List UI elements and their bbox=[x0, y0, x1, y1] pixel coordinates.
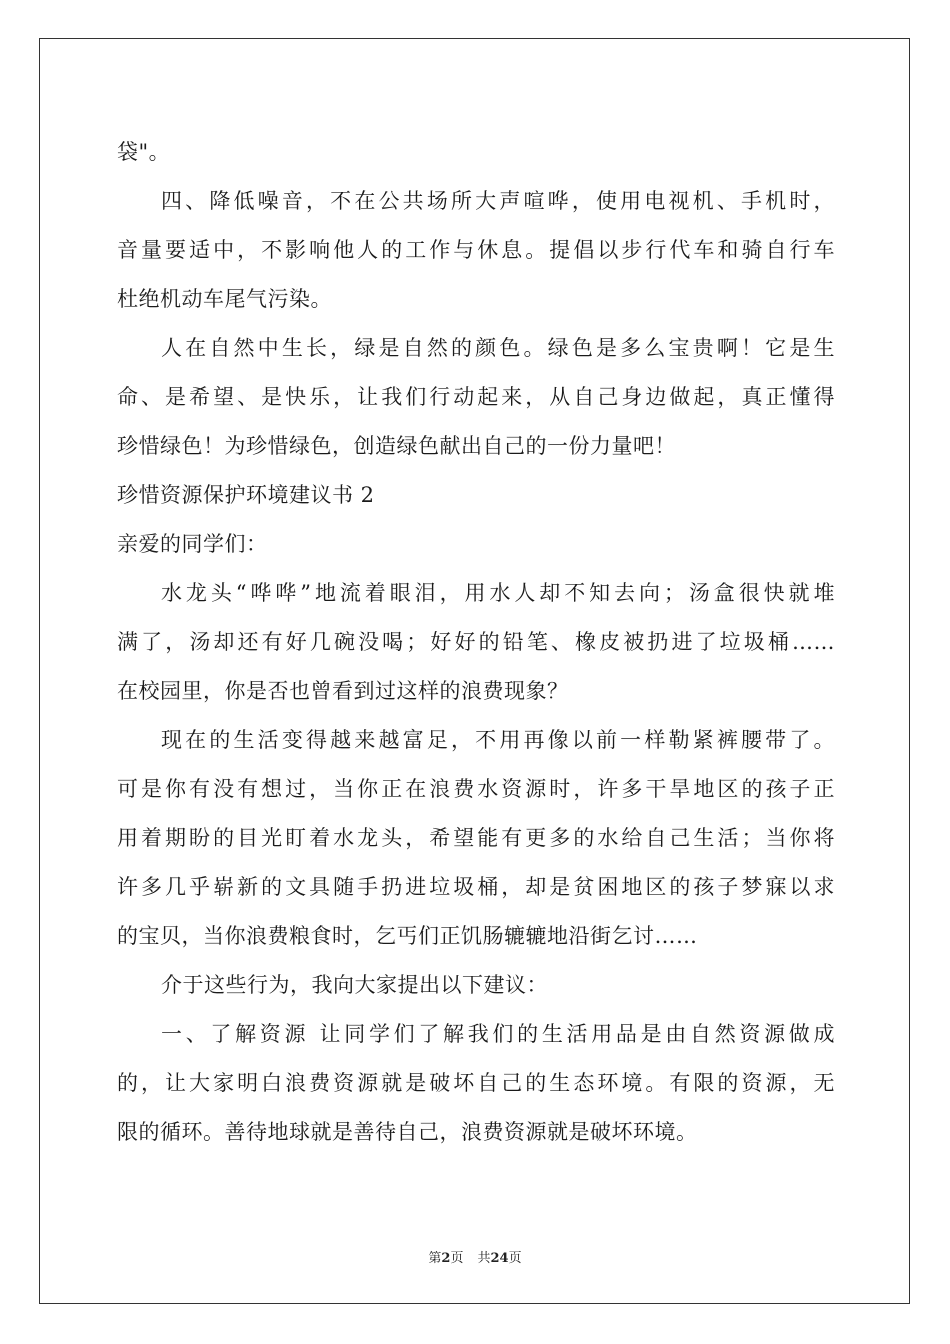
text-line: 音量要适中，不影响他人的工作与休息。提倡以步行代车和骑自行车 bbox=[117, 238, 835, 262]
text-line: 限的循环。善待地球就是善待自己，浪费资源就是破坏环境。 bbox=[117, 1120, 698, 1144]
salutation: 亲爱的同学们： bbox=[117, 532, 268, 556]
page-footer bbox=[0, 1247, 950, 1266]
total-suffix: 页 bbox=[508, 1251, 522, 1266]
text-line: 水龙头“哗哗”地流着眼泪，用水人却不知去向；汤盒很快就堆 bbox=[161, 581, 835, 605]
text-line: 用着期盼的目光盯着水龙头，希望能有更多的水给自己生活；当你将 bbox=[117, 826, 835, 850]
text-line: 可是你有没有想过，当你正在浪费水资源时，许多干旱地区的孩子正 bbox=[117, 777, 835, 801]
text-line: 杜绝机动车尾气污染。 bbox=[117, 287, 332, 311]
text-line: 在校园里，你是否也曾看到过这样的浪费现象？ bbox=[117, 679, 569, 703]
text-line: 介于这些行为，我向大家提出以下建议： bbox=[161, 973, 548, 997]
text-line: 命、是希望、是快乐，让我们行动起来，从自己身边做起，真正懂得 bbox=[117, 385, 835, 409]
text-line: 袋"。 bbox=[117, 140, 171, 164]
text-line: 珍惜绿色！为珍惜绿色，创造绿色献出自己的一份力量吧！ bbox=[117, 434, 676, 458]
total-prefix: 共 bbox=[477, 1251, 491, 1266]
page-suffix: 页 bbox=[450, 1251, 464, 1266]
text-line: 满了，汤却还有好几碗没喝；好好的铅笔、橡皮被扔进了垃圾桶…… bbox=[117, 630, 835, 654]
text-line: 现在的生活变得越来越富足，不用再像以前一样勒紧裤腰带了。 bbox=[161, 728, 835, 752]
text-line: 许多几乎崭新的文具随手扔进垃圾桶，却是贫困地区的孩子梦寐以求 bbox=[117, 875, 835, 899]
text-line: 四、降低噪音，不在公共场所大声喧哗，使用电视机、手机时， bbox=[161, 189, 835, 213]
page-number: 2 bbox=[441, 1251, 451, 1266]
text-line: 的宝贝，当你浪费粮食时，乞丐们正饥肠辘辘地沿街乞讨…… bbox=[117, 924, 698, 948]
text-line: 一、了解资源 让同学们了解我们的生活用品是由自然资源做成 bbox=[161, 1022, 835, 1046]
total-pages: 24 bbox=[490, 1251, 509, 1266]
page-prefix: 第 bbox=[428, 1251, 442, 1266]
section-title: 珍惜资源保护环境建议书 2 bbox=[117, 483, 375, 507]
document-body bbox=[117, 128, 835, 1157]
text-line: 人在自然中生长，绿是自然的颜色。绿色是多么宝贵啊！它是生 bbox=[161, 336, 835, 360]
text-line: 的，让大家明白浪费资源就是破坏自己的生态环境。有限的资源，无 bbox=[117, 1071, 835, 1095]
